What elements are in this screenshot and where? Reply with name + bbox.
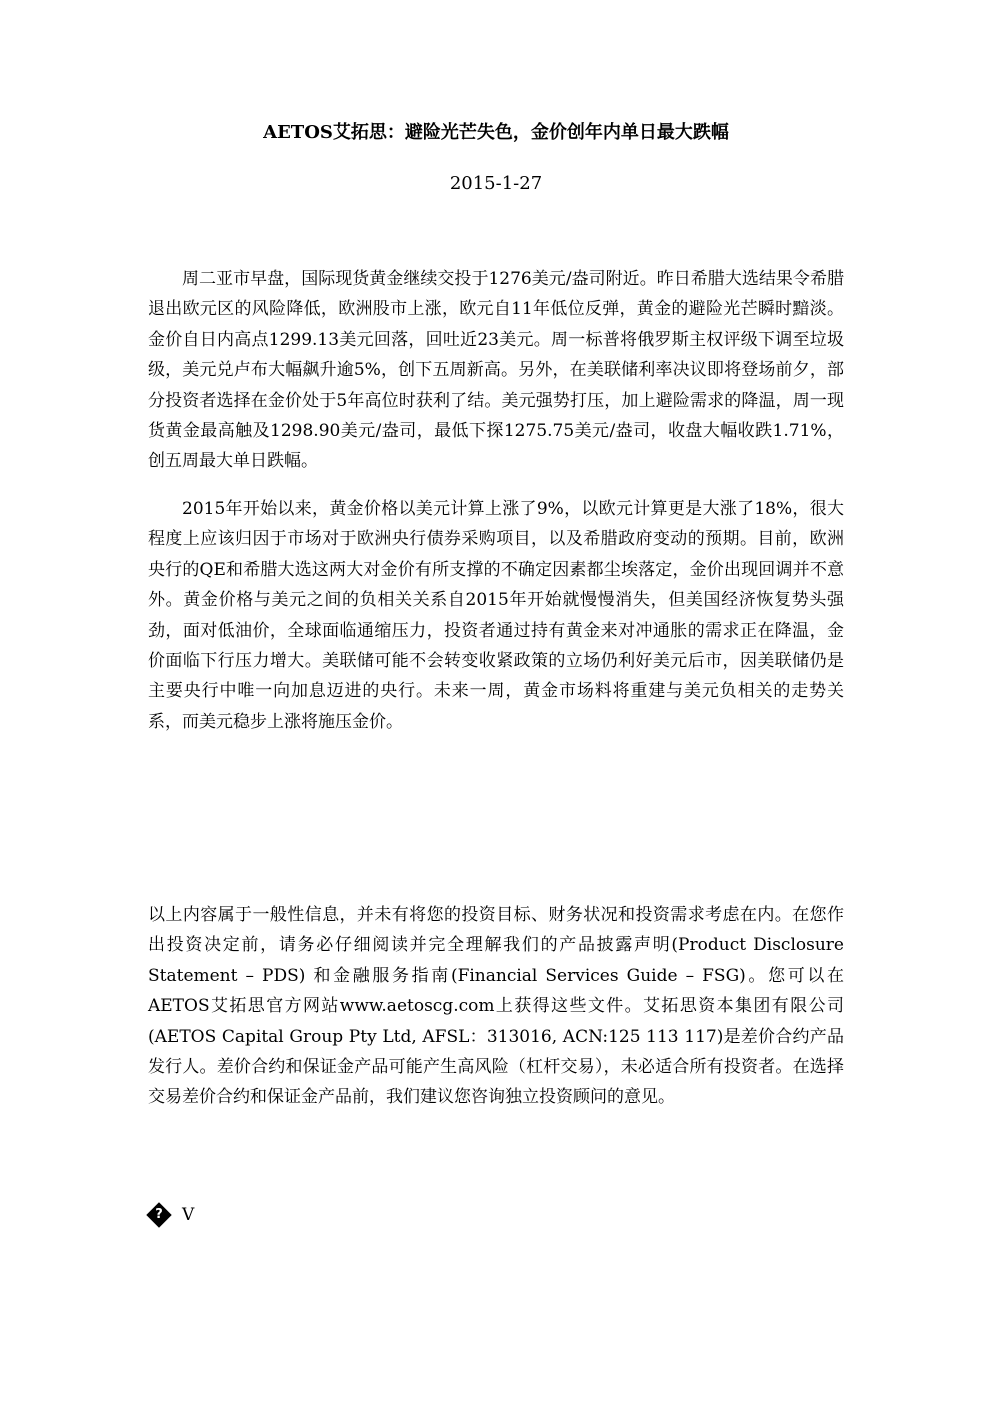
body-paragraph-2: 2015年开始以来，黄金价格以美元计算上涨了9%，以欧元计算更是大涨了18%，很大程度上应该归因于市场对于欧洲央行债券采购项目，以及希腊政府变动的预期。目前，欧洲央行的QE和希腊大选这两大对金价有所支撑的不确定因素都尘埃落定，金价出现回调并不意外。黄金价格与美元之间的负相关关系自2015年开始就慢慢消失，但美国经济恢复势头强劲，面对低油价，全球面临通缩压力，投资者通过持有黄金来对冲通胀的需求正在降温，金价面临下行压力增大。美联储可能不会转变收紧政策的立场仍利好美元后市，因美联储仍是主要央行中唯一向加息迈进的央行。未来一周，黄金市场料将重建与美元负相关的走势关系，而美元稳步上涨将施压金价。 [148, 499, 844, 732]
footer-mark [150, 1200, 194, 1230]
document-title: AETOS艾拓思：避险光芒失色，金价创年内单日最大跌幅 [263, 122, 729, 143]
disclaimer-paragraph: 以上内容属于一般性信息，并未有将您的投资目标、财务状况和投资需求考虑在内。在您作出投资决定前，请务必仔细阅读并完全理解我们的产品披露声明(Product Disclosure Statement – PDS) 和金融服务指南(Financial Services Guide – FSG)。您可以在AETOS艾拓思官方网站www.aetoscg.com上获得这些文件。艾拓思资本集团有限公司(AETOS Capital Group Pty Ltd, AFSL：313016, ACN:125 113 117)是差价合约产品发行人。差价合约和保证金产品可能产生高风险（杠杆交易），未必适合所有投资者。在选择交易差价合约和保证金产品前，我们建议您咨询独立投资顾问的意见。 [148, 905, 844, 1108]
footer-text: V [182, 1205, 195, 1225]
body-paragraph-1: 周二亚市早盘，国际现货黄金继续交投于1276美元/盎司附近。昨日希腊大选结果令希腊退出欧元区的风险降低，欧洲股市上涨，欧元自11年低位反弹，黄金的避险光芒瞬时黯淡。金价自日内高点1299.13美元回落，回吐近23美元。周一标普将俄罗斯主权评级下调至垃圾级，美元兑卢布大幅飙升逾5%，创下五周新高。另外，在美联储利率决议即将登场前夕，部分投资者选择在金价处于5年高位时获利了结。美元强势打压，加上避险需求的降温，周一现货黄金最高触及1298.90美元/盎司，最低下探1275.75美元/盎司，收盘大幅收跌1.71%，创五周最大单日跌幅。 [148, 269, 844, 472]
document-date: 2015-1-27 [449, 173, 543, 194]
replacement-character-icon [146, 1202, 171, 1227]
